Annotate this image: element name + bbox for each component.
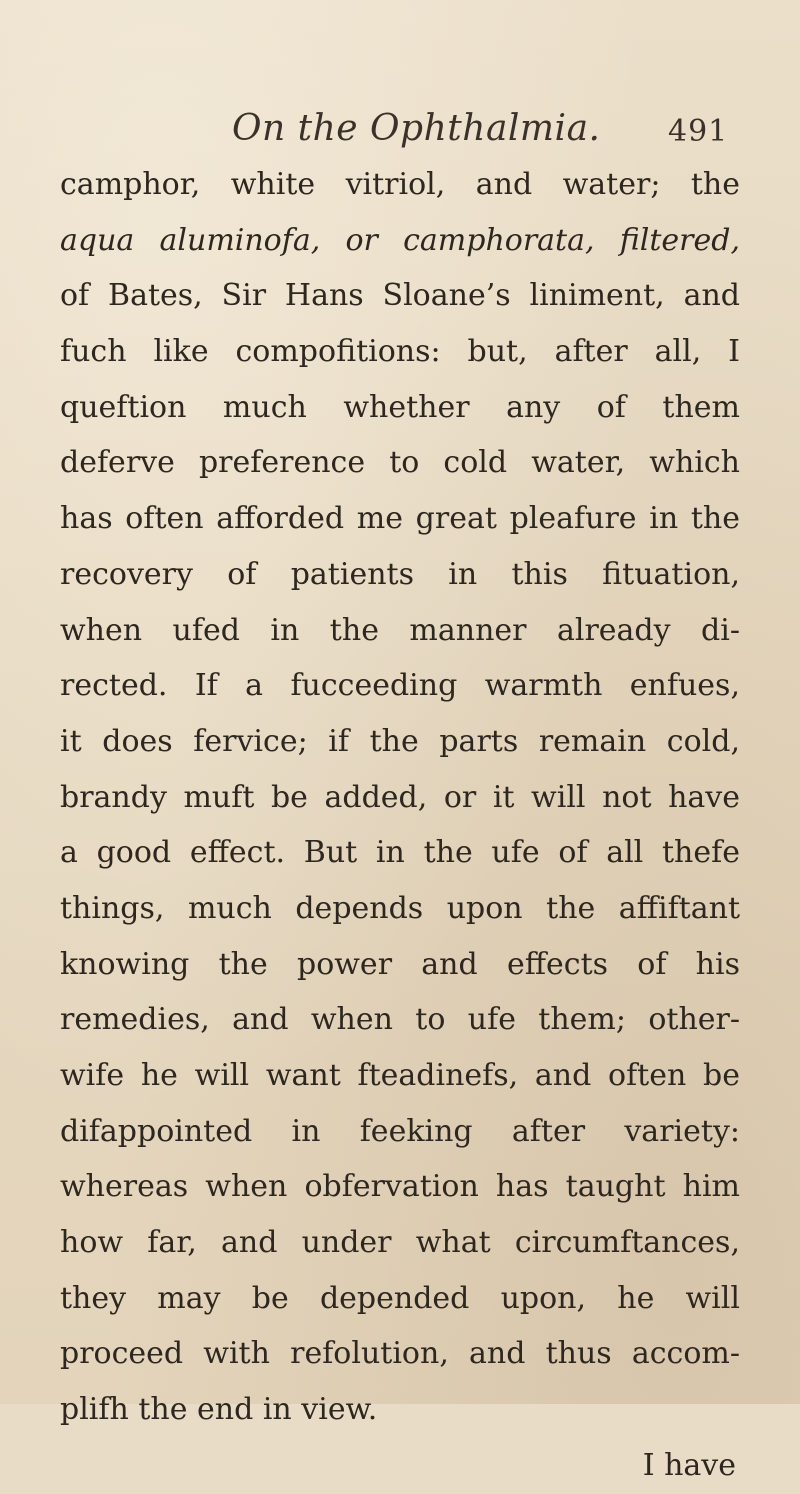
text-line: rected. If a fucceeding warmth enfues, <box>60 668 740 704</box>
text-line: aqua aluminofa, or camphorata, filtered, <box>60 222 740 258</box>
text-line: it does fervice; if the parts remain cold, <box>60 723 740 759</box>
text-line: remedies, and when to ufe them; other- <box>60 1002 740 1038</box>
text-line: a good effect. But in the ufe of all thefe <box>60 835 740 871</box>
page-number: 491 <box>668 114 729 149</box>
text-line: how far, and under what circumftances, <box>60 1225 740 1261</box>
text-line: recovery of patients in this fituation, <box>60 556 740 592</box>
text-line: wife he will want fteadinefs, and often be <box>60 1058 740 1093</box>
text-line: knowing the power and effects of his <box>60 946 740 982</box>
text-line: brandy muft be added, or it will not have <box>60 779 740 815</box>
text-line: has often afforded me great pleafure in the <box>60 501 740 537</box>
text-line: things, much depends upon the affiftant <box>60 890 740 926</box>
text-line: fuch like compofitions: but, after all, I <box>60 334 740 370</box>
text-line: camphor, white vitriol, and water; the <box>60 167 740 202</box>
text-line: plifh the end in view. <box>60 1392 378 1428</box>
text-line: whereas when obfervation has taught him <box>60 1169 740 1205</box>
body-text <box>60 157 740 1494</box>
text-line: of Bates, Sir Hans Sloane’s liniment, and <box>60 278 740 314</box>
running-title: On the Ophthalmia. <box>232 108 601 149</box>
text-line: they may be depended upon, he will <box>60 1280 740 1316</box>
catchword: I have <box>642 1447 736 1483</box>
text-line: proceed with refolution, and thus accom- <box>60 1336 740 1372</box>
text-line: when ufed in the manner already di- <box>60 612 740 648</box>
text-line: difappointed in feeking after variety: <box>60 1113 740 1149</box>
text-line: queftion much whether any of them <box>60 389 740 425</box>
text-line: deferve preference to cold water, which <box>60 445 740 481</box>
